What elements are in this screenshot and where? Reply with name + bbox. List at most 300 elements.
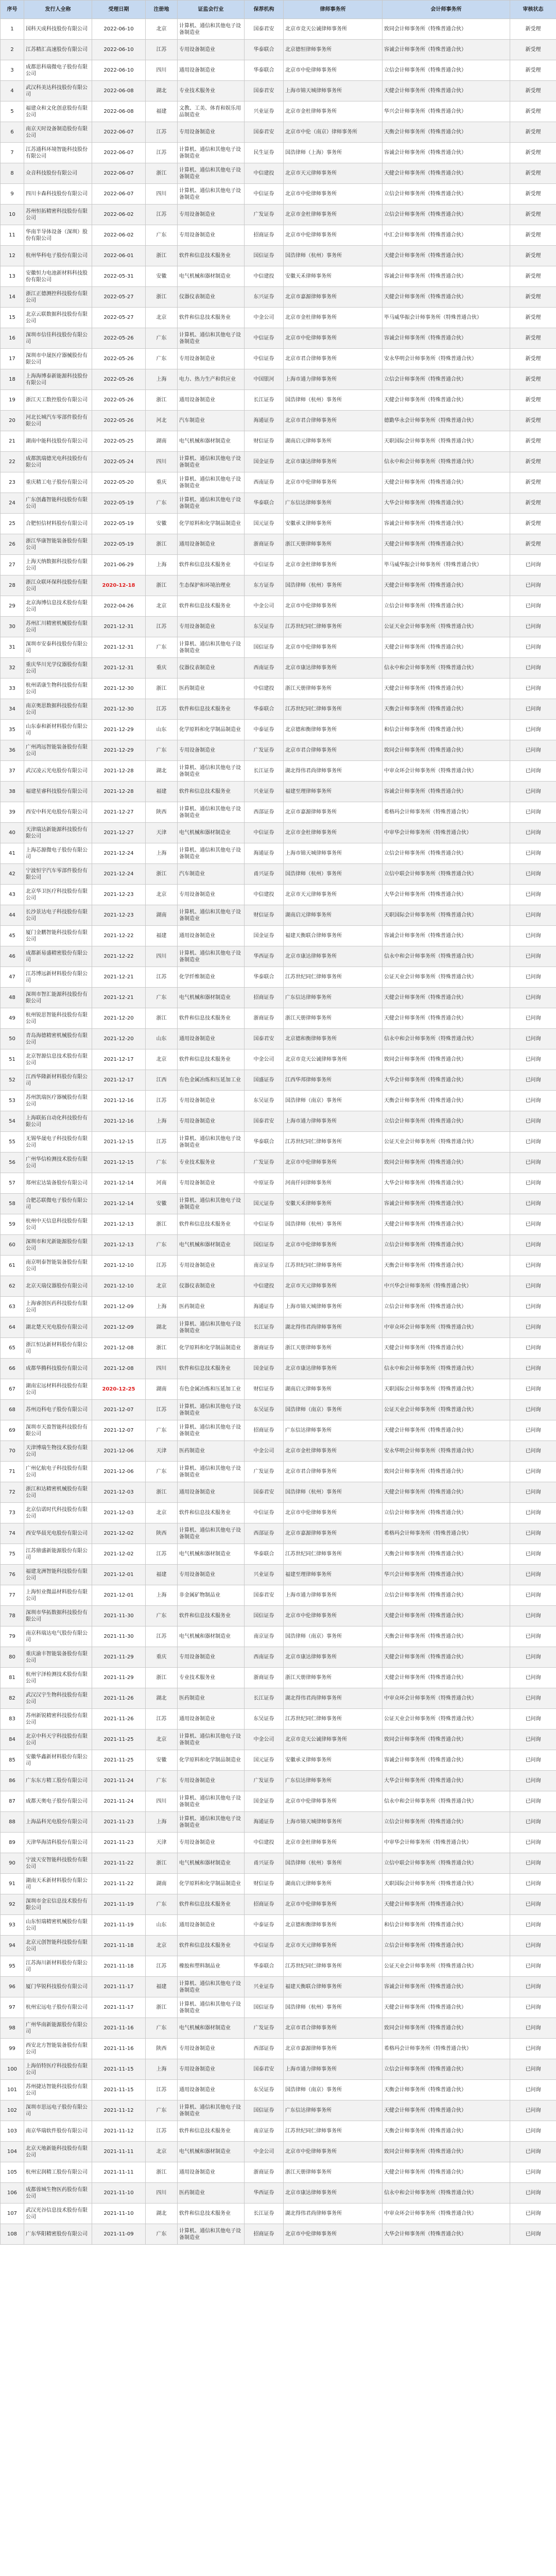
table-row	[1, 2080, 556, 2100]
cell-location: 湖南	[146, 1874, 178, 1894]
cell-accept-date: 2021-12-16	[92, 1111, 146, 1132]
table-row	[1, 328, 556, 349]
cell-issuer-name: 上海天纳数据科技股份有限公司	[24, 555, 92, 575]
cell-sponsor: 中金公司	[245, 1049, 284, 1070]
cell-location: 福建	[146, 101, 178, 122]
cell-accounting-firm: 和信会计师事务所（特殊普通合伙）	[383, 1915, 510, 1936]
cell-sponsor: 财信证券	[245, 1379, 284, 1400]
table-row	[1, 1091, 556, 1111]
cell-accept-date: 2021-12-03	[92, 1482, 146, 1503]
cell-industry: 专用设备制造业	[178, 122, 245, 143]
table-row	[1, 1359, 556, 1379]
table-row	[1, 1688, 556, 1709]
cell-law-firm: 北京市金杜律师事务所	[284, 555, 383, 575]
table-row	[1, 2162, 556, 2183]
cell-issuer-name: 苏州凯瑞医疗器械股份有限公司	[24, 1091, 92, 1111]
cell-industry: 软件和信息技术服务业	[178, 596, 245, 617]
cell-accounting-firm: 容诚会计师事务所（特殊普通合伙）	[383, 514, 510, 534]
cell-accept-date: 2021-12-22	[92, 926, 146, 946]
cell-issuer-name: 浙江和达精密机械股份有限公司	[24, 1482, 92, 1503]
cell-accounting-firm: 立信会计师事务所（特殊普通合伙）	[383, 1503, 510, 1523]
cell-location: 湖南	[146, 431, 178, 452]
table-row	[1, 2039, 556, 2059]
cell-accept-date: 2021-12-27	[92, 802, 146, 823]
cell-issuer-name: 杭州宇泽检测技术股份有限公司	[24, 1668, 92, 1688]
cell-accounting-firm: 中审华会计师事务所（特殊普通合伙）	[383, 823, 510, 843]
cell-issuer-name: 深圳市和光新能源股份有限公司	[24, 1235, 92, 1256]
cell-accounting-firm: 公证天业会计师事务所（特殊普通合伙）	[383, 617, 510, 637]
cell-accounting-firm: 立信会计师事务所（特殊普通合伙）	[383, 60, 510, 81]
cell-accept-date: 2022-06-02	[92, 225, 146, 246]
cell-accept-date: 2021-11-16	[92, 2039, 146, 2059]
cell-accept-date: 2021-12-20	[92, 1008, 146, 1029]
cell-location: 天津	[146, 1833, 178, 1853]
cell-location: 上海	[146, 1585, 178, 1606]
cell-no: 78	[1, 1606, 24, 1626]
cell-accept-date: 2021-12-07	[92, 1420, 146, 1441]
cell-no: 56	[1, 1153, 24, 1173]
cell-law-firm: 国浩律师（杭州）事务所	[284, 1997, 383, 2018]
cell-industry: 专用设备制造业	[178, 885, 245, 905]
cell-law-firm: 浙江天册律师事务所	[284, 534, 383, 555]
cell-no: 66	[1, 1359, 24, 1379]
cell-location: 江苏	[146, 617, 178, 637]
table-row	[1, 575, 556, 596]
cell-no: 46	[1, 946, 24, 967]
cell-industry: 通用设备制造业	[178, 1709, 245, 1730]
table-row	[1, 60, 556, 81]
cell-sponsor: 国金证券	[245, 452, 284, 472]
table-row	[1, 369, 556, 390]
cell-accounting-firm: 信永中和会计师事务所（特殊普通合伙）	[383, 946, 510, 967]
cell-industry: 化学原料和化学制品制造业	[178, 1874, 245, 1894]
cell-sponsor: 兴业证券	[245, 1977, 284, 1997]
table-row	[1, 967, 556, 988]
cell-no: 88	[1, 1812, 24, 1833]
cell-issuer-name: 武汉凌云光电股份有限公司	[24, 761, 92, 782]
cell-review-status: 已问询	[510, 596, 556, 617]
cell-accounting-firm: 天健会计师事务所（特殊普通合伙）	[383, 679, 510, 699]
cell-location: 河北	[146, 411, 178, 431]
cell-law-firm: 北京市金杜律师事务所	[284, 205, 383, 225]
cell-no: 83	[1, 1709, 24, 1730]
cell-issuer-name: 广东华阳精密股份有限公司	[24, 2224, 92, 2245]
cell-law-firm: 福建至理律师事务所	[284, 782, 383, 802]
header-accounting-firm: 会计师事务所	[383, 1, 510, 19]
cell-law-firm: 广东信达律师事务所	[284, 1771, 383, 1791]
cell-sponsor: 海通证券	[245, 411, 284, 431]
cell-review-status: 新受理	[510, 60, 556, 81]
cell-no: 63	[1, 1297, 24, 1317]
cell-accept-date: 2021-11-30	[92, 1606, 146, 1626]
cell-accounting-firm: 致同会计师事务所（特殊普通合伙）	[383, 2018, 510, 2039]
cell-issuer-name: 成都蓉城生物医药股份有限公司	[24, 2183, 92, 2204]
cell-issuer-name: 上海佰特医疗科技股份有限公司	[24, 2059, 92, 2080]
cell-sponsor: 中泰证券	[245, 720, 284, 740]
cell-accounting-firm: 天健会计师事务所（特殊普通合伙）	[383, 575, 510, 596]
cell-sponsor: 东吴证券	[245, 2080, 284, 2100]
cell-industry: 专用设备制造业	[178, 1091, 245, 1111]
cell-sponsor: 招商证券	[245, 1894, 284, 1915]
cell-law-firm: 北京市中伦律师事务所	[284, 225, 383, 246]
cell-sponsor: 华西证券	[245, 946, 284, 967]
cell-industry: 计算机、通信和其他电子设备制造业	[178, 637, 245, 658]
cell-law-firm: 上海市锦天城律师事务所	[284, 1297, 383, 1317]
cell-accept-date: 2022-05-27	[92, 308, 146, 328]
cell-issuer-name: 天津华海清科股份有限公司	[24, 1833, 92, 1853]
cell-industry: 计算机、通信和其他电子设备制造业	[178, 1420, 245, 1441]
cell-issuer-name: 河北长城汽车零部件股份有限公司	[24, 411, 92, 431]
table-row	[1, 1750, 556, 1771]
cell-accounting-firm: 立信中联会计师事务所（特殊普通合伙）	[383, 864, 510, 885]
cell-location: 广东	[146, 225, 178, 246]
cell-location: 四川	[146, 1359, 178, 1379]
cell-accounting-firm: 天职国际会计师事务所（特殊普通合伙）	[383, 431, 510, 452]
cell-issuer-name: 成都新易盛精密股份有限公司	[24, 946, 92, 967]
cell-industry: 计算机、通信和其他电子设备制造业	[178, 1997, 245, 2018]
cell-accept-date: 2021-12-10	[92, 1276, 146, 1297]
cell-law-firm: 湖南启元律师事务所	[284, 431, 383, 452]
cell-location: 浙江	[146, 1008, 178, 1029]
cell-accept-date: 2021-11-11	[92, 2162, 146, 2183]
cell-accounting-firm: 致同会计师事务所（特殊普通合伙）	[383, 19, 510, 40]
table-row	[1, 1606, 556, 1626]
cell-location: 江苏	[146, 967, 178, 988]
cell-review-status: 已问询	[510, 658, 556, 679]
cell-industry: 化学原料和化学制品制造业	[178, 1338, 245, 1359]
cell-sponsor: 国信证券	[245, 1235, 284, 1256]
cell-accept-date: 2022-04-26	[92, 596, 146, 617]
cell-industry: 电气机械和器材制造业	[178, 823, 245, 843]
cell-accounting-firm: 天衡会计师事务所（特殊普通合伙）	[383, 2121, 510, 2142]
cell-sponsor: 财信证券	[245, 1874, 284, 1894]
cell-law-firm: 北京市天元律师事务所	[284, 885, 383, 905]
cell-sponsor: 中信证券	[245, 823, 284, 843]
cell-issuer-name: 杭州锐思智能科技股份有限公司	[24, 1008, 92, 1029]
cell-review-status: 已问询	[510, 2224, 556, 2245]
cell-location: 北京	[146, 885, 178, 905]
cell-accept-date: 2021-11-12	[92, 2121, 146, 2142]
cell-location: 四川	[146, 60, 178, 81]
cell-accept-date: 2021-12-29	[92, 740, 146, 761]
cell-sponsor: 中信建投	[245, 679, 284, 699]
cell-sponsor: 招商证券	[245, 2224, 284, 2245]
cell-accept-date: 2021-12-01	[92, 1565, 146, 1585]
cell-accounting-firm: 希格玛会计师事务所（特殊普通合伙）	[383, 1523, 510, 1544]
cell-no: 43	[1, 885, 24, 905]
cell-sponsor: 浙商证券	[245, 2162, 284, 2183]
cell-law-firm: 安徽承义律师事务所	[284, 1750, 383, 1771]
cell-location: 江苏	[146, 1400, 178, 1420]
cell-no: 48	[1, 988, 24, 1008]
cell-accounting-firm: 大华会计师事务所（特殊普通合伙）	[383, 1173, 510, 1194]
cell-accept-date: 2021-12-30	[92, 699, 146, 720]
cell-law-firm: 福建天衡联合律师事务所	[284, 1977, 383, 1997]
cell-no: 61	[1, 1256, 24, 1276]
cell-no: 103	[1, 2121, 24, 2142]
cell-accept-date: 2022-06-01	[92, 246, 146, 266]
cell-sponsor: 中信建投	[245, 266, 284, 287]
cell-location: 山东	[146, 1915, 178, 1936]
cell-no: 40	[1, 823, 24, 843]
cell-location: 江西	[146, 1070, 178, 1091]
cell-industry: 计算机、通信和其他电子设备制造业	[178, 2224, 245, 2245]
cell-issuer-name: 深圳市华拓数据科技股份有限公司	[24, 1606, 92, 1626]
cell-issuer-name: 杭州宏润精工股份有限公司	[24, 2162, 92, 2183]
cell-accounting-firm: 天健会计师事务所（特殊普通合伙）	[383, 534, 510, 555]
header-issuer-name: 发行人全称	[24, 1, 92, 19]
cell-issuer-name: 北京元创智能科技股份有限公司	[24, 1936, 92, 1956]
cell-sponsor: 西部证券	[245, 1523, 284, 1544]
header-accept-date: 受理日期	[92, 1, 146, 19]
cell-review-status: 新受理	[510, 493, 556, 514]
cell-law-firm: 北京市康达律师事务所	[284, 1647, 383, 1668]
cell-sponsor: 中信证券	[245, 328, 284, 349]
cell-issuer-name: 广州华南新能源股份有限公司	[24, 2018, 92, 2039]
table-row	[1, 1730, 556, 1750]
cell-accounting-firm: 天健会计师事务所（特殊普通合伙）	[383, 1606, 510, 1626]
cell-sponsor: 浙商证券	[245, 534, 284, 555]
cell-location: 安徽	[146, 1750, 178, 1771]
cell-law-firm: 上海市锦天城律师事务所	[284, 843, 383, 864]
cell-sponsor: 华泰联合	[245, 1132, 284, 1153]
cell-accept-date: 2021-12-24	[92, 843, 146, 864]
cell-review-status: 已问询	[510, 1730, 556, 1750]
cell-issuer-name: 西安华晨光电股份有限公司	[24, 1523, 92, 1544]
cell-industry: 橡胶和塑料制品业	[178, 1956, 245, 1977]
table-row	[1, 81, 556, 101]
cell-accounting-firm: 大华会计师事务所（特殊普通合伙）	[383, 1070, 510, 1091]
cell-sponsor: 广发证券	[245, 205, 284, 225]
cell-no: 23	[1, 472, 24, 493]
cell-accept-date: 2022-05-26	[92, 411, 146, 431]
cell-industry: 计算机、通信和其他电子设备制造业	[178, 1132, 245, 1153]
cell-accept-date: 2021-12-31	[92, 658, 146, 679]
cell-no: 70	[1, 1441, 24, 1462]
cell-issuer-name: 杭州宏远电子股份有限公司	[24, 1997, 92, 2018]
cell-sponsor: 东吴证券	[245, 1400, 284, 1420]
cell-issuer-name: 杭州中天信息科技股份有限公司	[24, 1214, 92, 1235]
cell-sponsor: 华泰联合	[245, 967, 284, 988]
table-row	[1, 2018, 556, 2039]
cell-law-firm: 北京市君合律师事务所	[284, 1462, 383, 1482]
cell-no: 62	[1, 1276, 24, 1297]
cell-accept-date: 2022-05-27	[92, 287, 146, 308]
cell-industry: 计算机、通信和其他电子设备制造业	[178, 328, 245, 349]
cell-sponsor: 国盛证券	[245, 1070, 284, 1091]
cell-review-status: 已问询	[510, 2039, 556, 2059]
cell-review-status: 已问询	[510, 926, 556, 946]
cell-accounting-firm: 公证天业会计师事务所（特殊普通合伙）	[383, 1709, 510, 1730]
cell-industry: 计算机、通信和其他电子设备制造业	[178, 143, 245, 163]
table-row	[1, 1544, 556, 1565]
cell-accept-date: 2021-12-31	[92, 637, 146, 658]
cell-no: 93	[1, 1915, 24, 1936]
cell-sponsor: 广发证券	[245, 1462, 284, 1482]
cell-location: 重庆	[146, 472, 178, 493]
cell-law-firm: 北京市金杜律师事务所	[284, 823, 383, 843]
cell-accept-date: 2021-11-29	[92, 1668, 146, 1688]
cell-sponsor: 海通证券	[245, 1812, 284, 1833]
cell-law-firm: 北京市中伦律师事务所	[284, 1606, 383, 1626]
cell-location: 浙江	[146, 864, 178, 885]
table-row	[1, 555, 556, 575]
cell-review-status: 新受理	[510, 411, 556, 431]
cell-accept-date: 2021-11-19	[92, 1894, 146, 1915]
cell-accounting-firm: 立信会计师事务所（特殊普通合伙）	[383, 1111, 510, 1132]
cell-accounting-firm: 天健会计师事务所（特殊普通合伙）	[383, 988, 510, 1008]
cell-no: 79	[1, 1626, 24, 1647]
cell-location: 广东	[146, 988, 178, 1008]
cell-accounting-firm: 天健会计师事务所（特殊普通合伙）	[383, 2162, 510, 2183]
cell-issuer-name: 北京华卫医疗科技股份有限公司	[24, 885, 92, 905]
cell-industry: 计算机、通信和其他电子设备制造业	[178, 1812, 245, 1833]
cell-review-status: 已问询	[510, 617, 556, 637]
cell-review-status: 已问询	[510, 2080, 556, 2100]
cell-review-status: 已问询	[510, 1049, 556, 1070]
cell-review-status: 新受理	[510, 390, 556, 411]
cell-accept-date: 2021-12-14	[92, 1194, 146, 1214]
cell-accounting-firm: 天健会计师事务所（特殊普通合伙）	[383, 472, 510, 493]
cell-no: 90	[1, 1853, 24, 1874]
cell-location: 浙江	[146, 534, 178, 555]
cell-location: 上海	[146, 1297, 178, 1317]
cell-accept-date: 2021-12-09	[92, 1297, 146, 1317]
cell-law-firm: 北京德和衡律师事务所	[284, 720, 383, 740]
table-row	[1, 679, 556, 699]
cell-location: 广东	[146, 2018, 178, 2039]
cell-accept-date: 2021-11-09	[92, 2224, 146, 2245]
cell-issuer-name: 重庆华川光学仪器股份有限公司	[24, 658, 92, 679]
cell-industry: 计算机、通信和其他电子设备制造业	[178, 1462, 245, 1482]
cell-location: 湖北	[146, 761, 178, 782]
cell-industry: 专用设备制造业	[178, 225, 245, 246]
cell-issuer-name: 南京明泰智能装备股份有限公司	[24, 1256, 92, 1276]
cell-accept-date: 2021-12-14	[92, 1173, 146, 1194]
cell-accounting-firm: 天健会计师事务所（特殊普通合伙）	[383, 2100, 510, 2121]
cell-review-status: 新受理	[510, 163, 556, 184]
cell-issuer-name: 北京中科天宇科技股份有限公司	[24, 1730, 92, 1750]
cell-law-firm: 北京市金杜律师事务所	[284, 101, 383, 122]
cell-location: 四川	[146, 1791, 178, 1812]
cell-location: 江苏	[146, 1709, 178, 1730]
cell-issuer-name: 江西华隆新材料股份有限公司	[24, 1070, 92, 1091]
cell-location: 广东	[146, 740, 178, 761]
cell-law-firm: 北京市天元律师事务所	[284, 163, 383, 184]
cell-location: 四川	[146, 184, 178, 205]
cell-issuer-name: 苏州新锐精密科技股份有限公司	[24, 1709, 92, 1730]
cell-review-status: 已问询	[510, 1833, 556, 1853]
cell-accept-date: 2022-05-24	[92, 452, 146, 472]
cell-accounting-firm: 天职国际会计师事务所（特殊普通合伙）	[383, 1874, 510, 1894]
table-row	[1, 2121, 556, 2142]
cell-review-status: 已问询	[510, 2204, 556, 2224]
table-row	[1, 823, 556, 843]
cell-location: 江苏	[146, 2121, 178, 2142]
cell-accept-date: 2021-11-22	[92, 1874, 146, 1894]
cell-location: 江苏	[146, 143, 178, 163]
cell-sponsor: 国泰君安	[245, 19, 284, 40]
cell-issuer-name: 苏州汇川精密机械股份有限公司	[24, 617, 92, 637]
cell-sponsor: 广发证券	[245, 1771, 284, 1791]
cell-issuer-name: 福建众和文化创意股份有限公司	[24, 101, 92, 122]
cell-industry: 电气机械和器材制造业	[178, 1626, 245, 1647]
table-row	[1, 1029, 556, 1049]
cell-industry: 软件和信息技术服务业	[178, 1936, 245, 1956]
cell-review-status: 已问询	[510, 1317, 556, 1338]
cell-law-firm: 北京市天元律师事务所	[284, 1276, 383, 1297]
cell-law-firm: 江西华邦律师事务所	[284, 1070, 383, 1091]
table-row	[1, 266, 556, 287]
cell-accept-date: 2021-11-17	[92, 1997, 146, 2018]
cell-accounting-firm: 信永中和会计师事务所（特殊普通合伙）	[383, 1359, 510, 1379]
cell-industry: 专用设备制造业	[178, 740, 245, 761]
cell-law-firm: 国浩律师（南京）事务所	[284, 1400, 383, 1420]
cell-issuer-name: 苏州恒拓精密科技股份有限公司	[24, 205, 92, 225]
cell-law-firm: 江苏世纪同仁律师事务所	[284, 1132, 383, 1153]
cell-sponsor: 中原证券	[245, 1173, 284, 1194]
cell-issuer-name: 重庆渝丰智能装备股份有限公司	[24, 1647, 92, 1668]
cell-review-status: 已问询	[510, 2162, 556, 2183]
cell-industry: 专用设备制造业	[178, 205, 245, 225]
cell-issuer-name: 南京科瑞达电气股份有限公司	[24, 1626, 92, 1647]
table-row	[1, 1338, 556, 1359]
cell-issuer-name: 青岛海德精密机械股份有限公司	[24, 1029, 92, 1049]
cell-review-status: 已问询	[510, 1297, 556, 1317]
cell-sponsor: 国元证券	[245, 1750, 284, 1771]
cell-review-status: 新受理	[510, 369, 556, 390]
cell-industry: 仪器仪表制造业	[178, 1276, 245, 1297]
cell-review-status: 已问询	[510, 1256, 556, 1276]
cell-accounting-firm: 容诚会计师事务所（特殊普通合伙）	[383, 1194, 510, 1214]
cell-law-firm: 北京市君合律师事务所	[284, 411, 383, 431]
cell-issuer-name: 江苏鼎盛新能源股份有限公司	[24, 1544, 92, 1565]
cell-review-status: 新受理	[510, 328, 556, 349]
cell-law-firm: 北京市康达律师事务所	[284, 1359, 383, 1379]
cell-issuer-name: 郑州宏达装备股份有限公司	[24, 1173, 92, 1194]
cell-accept-date: 2021-12-15	[92, 1153, 146, 1173]
cell-accept-date: 2022-06-08	[92, 101, 146, 122]
cell-accept-date: 2021-12-15	[92, 1132, 146, 1153]
cell-review-status: 已问询	[510, 1462, 556, 1482]
cell-sponsor: 中金公司	[245, 2142, 284, 2162]
cell-accounting-firm: 公证天业会计师事务所（特殊普通合伙）	[383, 967, 510, 988]
cell-law-firm: 北京市中伦律师事务所	[284, 328, 383, 349]
cell-law-firm: 国浩律师（南京）事务所	[284, 1626, 383, 1647]
cell-review-status: 已问询	[510, 1338, 556, 1359]
cell-industry: 软件和信息技术服务业	[178, 246, 245, 266]
cell-accept-date: 2021-12-16	[92, 1091, 146, 1111]
cell-law-firm: 北京市中伦律师事务所	[284, 1503, 383, 1523]
cell-sponsor: 长江证券	[245, 1688, 284, 1709]
cell-accept-date: 2021-11-10	[92, 2183, 146, 2204]
cell-industry: 计算机、通信和其他电子设备制造业	[178, 905, 245, 926]
table-row	[1, 1936, 556, 1956]
cell-review-status: 已问询	[510, 1894, 556, 1915]
cell-location: 北京	[146, 1730, 178, 1750]
cell-review-status: 已问询	[510, 761, 556, 782]
cell-sponsor: 中国银河	[245, 369, 284, 390]
cell-industry: 计算机、通信和其他电子设备制造业	[178, 184, 245, 205]
cell-accept-date: 2022-06-10	[92, 19, 146, 40]
cell-accounting-firm: 天健会计师事务所（特殊普通合伙）	[383, 246, 510, 266]
cell-accept-date: 2021-12-17	[92, 1070, 146, 1091]
cell-law-firm: 广东信达律师事务所	[284, 988, 383, 1008]
cell-review-status: 已问询	[510, 1626, 556, 1647]
cell-issuer-name: 西安北方智能装备股份有限公司	[24, 2039, 92, 2059]
cell-review-status: 新受理	[510, 431, 556, 452]
cell-location: 湖北	[146, 1688, 178, 1709]
